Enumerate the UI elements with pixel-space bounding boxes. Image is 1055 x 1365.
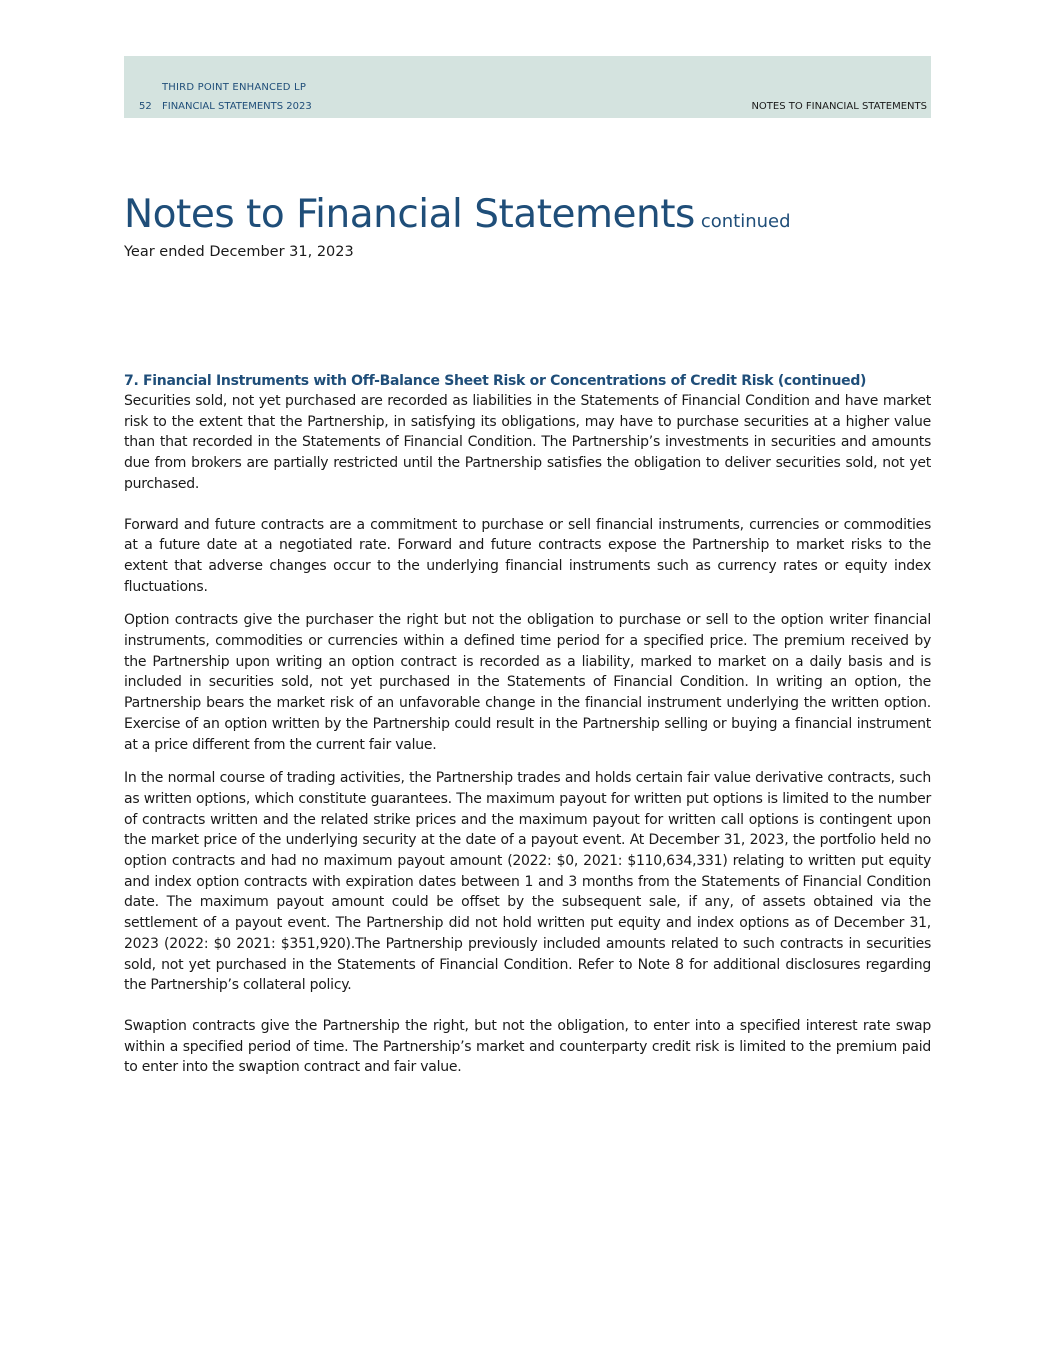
note-section [124,371,931,1078]
paragraph-fair-value-derivatives: In the normal course of trading activities, the Partnership trades and holds certain fair value derivative contracts, such as written options, which constitute guarantees. The maximum payout for written put options is limited to the number of contracts written and the related strike prices and the maximum payout for written call options is contingent upon the market price of the underlying security at the date of a payout event. At December 31, 2023, the portfolio held no option contracts and had no maximum payout amount (2022: $0, 2021: $110,634,331) relating to written put equity and index option contracts with expiration dates between 1 and 3 months from the Statements of Financial Condition date. The maximum payout amount could be offset by the subsequent sale, if any, of assets obtained via the settlement of a payout event. The Partnership did not hold written put equity and index options as of December 31, 2023 (2022: $0 2021: $351,920).The Partnership previously included amounts related to such contracts in securities sold, not yet purchased in the Statements of Financial Condition. Refer to Note 8 for additional disclosures regarding the Partnership’s collateral policy. [124,770,931,994]
page-title-main: Notes to Financial Statements [124,192,695,237]
header-company-name: THIRD POINT ENHANCED LP [162,82,307,93]
header-page-line [139,101,312,112]
page-subtitle: Year ended December 31, 2023 [124,244,354,260]
page-header [124,56,931,118]
paragraph-forward-future-contracts: Forward and future contracts are a commitment to purchase or sell financial instruments, currencies or commodities at a future date at a negotiated rate. Forward and future contracts expose the Partnership to market risks to the extent that adverse changes occur to the underlying financial instruments such as currency rates or equity index fluctuations. [124,516,931,595]
header-section-title: NOTES TO FINANCIAL STATEMENTS [751,101,927,112]
page-number: 52 [139,101,152,112]
paragraph-option-contracts: Option contracts give the purchaser the right but not the obligation to purchase or sell to the option writer financial instruments, commodities or currencies within a defined time period for a specified price. The premium received by the Partnership upon writing an option contract is recorded as a liability, marked to market on a daily basis and is included in securities sold, not yet purchased in the Statements of Financial Condition. In writing an option, the Partnership bears the market risk of an unfavorable change in the financial instrument underlying the written option. Exercise of an option written by the Partnership could result in the Partnership selling or buying a financial instrument at a price different from the current fair value. [124,612,931,753]
page-title [124,192,791,237]
header-publication: FINANCIAL STATEMENTS 2023 [162,101,312,112]
paragraph-swaption-contracts: Swaption contracts give the Partnership the right, but not the obligation, to enter into a specified interest rate swap within a specified period of time. The Partnership’s market and counterparty credit risk is limited to the premium paid to enter into the swaption contract and fair value. [124,1017,931,1076]
paragraph-securities-sold: Securities sold, not yet purchased are recorded as liabilities in the Statements of Financial Condition and have market risk to the extent that the Partnership, in satisfying its obligations, may have to purchase securities at a higher value than that recorded in the Statements of Financial Condition. The Partnership’s investments in securities and amounts due from brokers are partially restricted until the Partnership satisfies the obligation to deliver securities sold, not yet purchased. [124,393,931,492]
section-heading: 7. Financial Instruments with Off-Balance Sheet Risk or Concentrations of Credit Risk (continued) [124,373,867,389]
page-title-continued: continued [700,211,791,232]
